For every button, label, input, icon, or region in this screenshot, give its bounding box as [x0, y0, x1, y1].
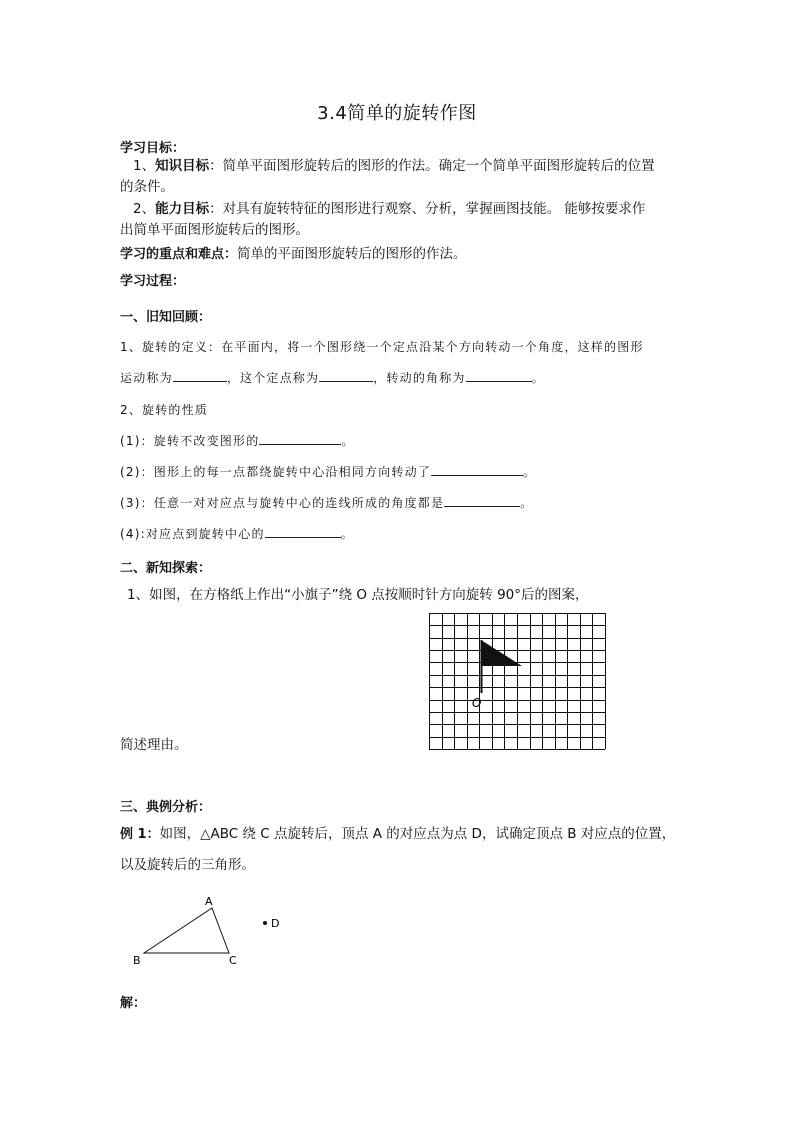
objective-2-bold: 能力目标 — [155, 201, 210, 217]
property-3-text: (3)：任意一对对应点与旋转中心的连线所成的角度都是 — [120, 496, 445, 510]
point-d — [263, 921, 267, 925]
grid-label-o: O — [472, 696, 482, 710]
grid-figure — [428, 612, 606, 750]
label-a: A — [205, 895, 213, 908]
label-c: C — [229, 954, 237, 967]
blank-property-2[interactable] — [431, 463, 523, 476]
blank-rotation-name[interactable] — [173, 369, 227, 382]
example-heading: 三、典例分析： — [120, 800, 212, 815]
property-1-text: (1)：旋转不改变图形的 — [120, 434, 260, 448]
property-4 — [120, 525, 354, 542]
property-3-end: 。 — [520, 496, 534, 510]
objective-2-line-b: 出简单平面图形旋转后的图形。 — [120, 222, 309, 238]
property-1 — [120, 432, 355, 449]
keypoints-text: 简单的平面图形旋转后的图形的作法。 — [237, 246, 467, 262]
blank-property-1[interactable] — [259, 432, 341, 445]
explore-heading: 二、新知探索： — [120, 561, 212, 576]
objective-2-prefix: 2、 — [133, 201, 156, 217]
example-text-a: 如图，△ABC 绕 C 点旋转后，顶点 A 的对应点为点 D，试确定顶点 B 对应点的位置， — [159, 826, 676, 842]
objective-2-line-a — [133, 199, 645, 220]
blank-property-4[interactable] — [265, 525, 341, 538]
property-4-end: 。 — [340, 527, 354, 541]
explore-reason: 简述理由。 — [120, 737, 188, 753]
property-4-text: (4):对应点到旋转中心的 — [120, 527, 265, 541]
def-text-2: ，这个定点称为 — [226, 371, 320, 385]
property-1-end: 。 — [341, 434, 355, 448]
blank-angle-name[interactable] — [466, 369, 532, 382]
explore-question-1: 1、如图，在方格纸上作出“小旗子”绕 O 点按顺时针方向旋转 90°后的图案， — [127, 587, 589, 603]
example-line-b: 以及旋转后的三角形。 — [120, 857, 255, 873]
blank-center-name[interactable] — [319, 369, 373, 382]
review-definition-line-a: 1、旋转的定义：在平面内，将一个图形绕一个定点沿某个方向转动一个角度，这样的图形 — [120, 340, 644, 354]
property-3 — [120, 494, 533, 511]
example-label: 例 1： — [120, 827, 160, 842]
objective-1-bold: 知识目标 — [155, 158, 210, 174]
property-2-text: (2)：图形上的每一点都绕旋转中心沿相同方向转动了 — [120, 465, 431, 479]
objective-2-text: ：对具有旋转特征的图形进行观察、分析，掌握画图技能。 能够按要求作 — [209, 201, 646, 217]
objective-1-line-a — [133, 156, 655, 177]
example-line-a — [120, 824, 675, 845]
objective-1-prefix: 1、 — [133, 158, 156, 174]
def-text-1: 运动称为 — [120, 371, 173, 385]
properties-heading: 2、旋转的性质 — [120, 403, 209, 417]
def-text-4: 。 — [531, 371, 545, 385]
process-heading: 学习过程： — [120, 274, 186, 289]
review-heading: 一、旧知回顾： — [120, 310, 212, 325]
solution-label: 解： — [120, 996, 147, 1011]
label-b: B — [133, 954, 141, 967]
triangle-figure — [128, 892, 298, 972]
keypoints-line — [120, 244, 467, 265]
objective-1-line-b: 的条件。 — [120, 179, 174, 195]
def-text-3: ，转动的角称为 — [373, 371, 466, 385]
blank-property-3[interactable] — [444, 494, 520, 507]
label-d: D — [271, 917, 280, 930]
triangle-abc — [144, 908, 229, 953]
property-2 — [120, 463, 536, 480]
review-definition-line-b — [120, 369, 545, 386]
objectives-heading: 学习目标： — [120, 141, 186, 156]
property-2-end: 。 — [523, 465, 537, 479]
page-title: 3.4简单的旋转作图 — [317, 103, 477, 124]
keypoints-heading: 学习的重点和难点： — [120, 247, 238, 262]
grid-lines — [429, 613, 606, 750]
objective-1-text: ：简单平面图形旋转后的图形的作法。确定一个简单平面图形旋转后的位置 — [209, 158, 655, 174]
